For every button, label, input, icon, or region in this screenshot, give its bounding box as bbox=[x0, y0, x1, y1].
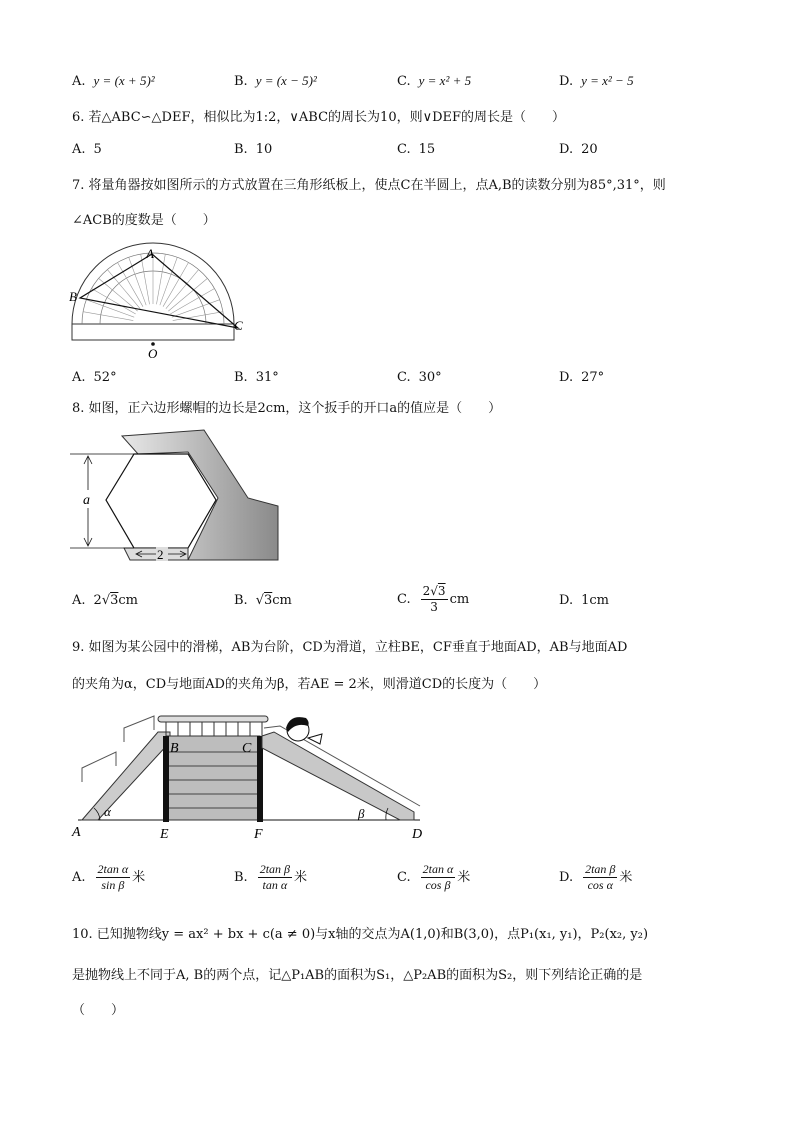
protractor-ray bbox=[170, 289, 214, 315]
q6-stem: 6. 若△ABC∽△DEF，相似比为1:2，∨ABC的周长为10，则∨DEF的周长是（ ） bbox=[72, 110, 566, 125]
q6-options bbox=[72, 139, 732, 163]
option-text: 31° bbox=[255, 370, 279, 385]
option-fraction bbox=[583, 862, 617, 893]
q10-stem-line3: （ ） bbox=[72, 1003, 125, 1018]
q5-options bbox=[72, 70, 732, 94]
q5-option-d[interactable] bbox=[559, 70, 634, 93]
protractor-ray bbox=[141, 254, 150, 304]
option-label: C. bbox=[397, 870, 411, 885]
q7-protractor-figure bbox=[66, 238, 246, 360]
option-text: 20 bbox=[581, 142, 598, 157]
label-side: 2 bbox=[157, 547, 164, 562]
fraction-num: 2tan α bbox=[97, 862, 129, 876]
option-label: A. bbox=[72, 593, 86, 608]
option-text: y = (x − 5)² bbox=[255, 73, 317, 88]
option-label: C. bbox=[397, 592, 411, 607]
label-beta: β bbox=[358, 806, 365, 821]
q9-stem-line2: 的夹角为α，CD与地面AD的夹角为β，若AE = 2米，则滑道CD的长度为（ ） bbox=[72, 677, 547, 692]
protractor-ray bbox=[118, 263, 144, 307]
fraction-num: 2tan α bbox=[422, 862, 454, 876]
option-text: 27° bbox=[581, 370, 605, 385]
fraction-den: cos β bbox=[425, 878, 451, 892]
fraction-num: 2tan β bbox=[259, 862, 290, 876]
option-label: D. bbox=[559, 74, 574, 89]
option-radicand: 3 bbox=[263, 593, 273, 608]
q7-option-a[interactable] bbox=[72, 367, 117, 389]
option-label: C. bbox=[397, 370, 411, 385]
option-label: D. bbox=[559, 593, 574, 608]
option-label: A. bbox=[72, 370, 86, 385]
fraction-num: 2tan β bbox=[585, 862, 616, 876]
option-text: 30° bbox=[418, 370, 442, 385]
label-b: B bbox=[170, 741, 179, 756]
q9-stem-line1: 9. 如图为某公园中的滑梯，AB为台阶，CD为滑道，立柱BE，CF垂直于地面AD，AB与地面AD bbox=[72, 640, 628, 655]
label-d: D bbox=[412, 827, 423, 842]
option-label: A. bbox=[72, 870, 86, 885]
option-fraction: $\frac{2√3}{3}$ bbox=[422, 584, 446, 614]
fraction-num-radicand: 3 bbox=[437, 584, 446, 598]
q10-stem-line1: 10. 已知抛物线y = ax² + bx + c(a ≠ 0)与x轴的交点为A(1,0)和B(3,0)，点P₁(x₁, y₁)，P₂(x₂, y₂) bbox=[72, 927, 649, 942]
q7-option-b[interactable] bbox=[234, 367, 279, 389]
q10-stem-line2: 是抛物线上不同于A, B的两个点，记△P₁AB的面积为S₁，△P₂AB的面积为S₂，则下列结论正确的是 bbox=[72, 968, 643, 983]
option-label: B. bbox=[234, 870, 248, 885]
label-c: C bbox=[242, 741, 252, 756]
q9-option-c[interactable] bbox=[397, 862, 470, 893]
q8-option-b[interactable]: B. √3cm bbox=[234, 593, 292, 608]
fraction-den: sin β bbox=[101, 878, 125, 892]
option-fraction bbox=[258, 862, 292, 893]
q8-option-d[interactable] bbox=[559, 590, 609, 612]
fraction-num-coef: 2 bbox=[422, 584, 431, 598]
q7-stem-line2: ∠ACB的度数是（ ） bbox=[72, 213, 216, 228]
option-fraction bbox=[96, 862, 131, 893]
fraction-den: cos α bbox=[587, 878, 613, 892]
q5-option-a[interactable] bbox=[72, 70, 155, 93]
fraction-den: tan α bbox=[262, 878, 288, 892]
q6-option-d[interactable] bbox=[559, 139, 598, 161]
q9-option-b[interactable] bbox=[234, 862, 307, 893]
label-alpha: α bbox=[104, 804, 111, 819]
option-text: 5 bbox=[93, 142, 102, 157]
q8-wrench-figure bbox=[68, 428, 283, 566]
protractor-ray bbox=[83, 312, 133, 321]
label-a: a bbox=[83, 493, 90, 508]
q8-option-a[interactable]: A. 2√3cm bbox=[72, 593, 138, 608]
label-a: A bbox=[72, 825, 81, 840]
q9-option-a[interactable] bbox=[72, 862, 145, 893]
q9-slide-figure bbox=[70, 708, 430, 844]
option-unit: cm bbox=[449, 592, 470, 607]
option-text: y = x² − 5 bbox=[581, 73, 634, 88]
option-label: B. bbox=[234, 593, 248, 608]
q8-options bbox=[72, 584, 732, 620]
option-unit: 米 bbox=[457, 870, 471, 885]
protractor-ray bbox=[163, 263, 189, 307]
q7-option-d[interactable] bbox=[559, 367, 604, 389]
label-o: O bbox=[148, 346, 158, 360]
option-text: y = x² + 5 bbox=[418, 73, 472, 88]
label-c: C bbox=[234, 318, 243, 333]
q5-option-b[interactable] bbox=[234, 70, 317, 93]
q6-option-b[interactable] bbox=[234, 139, 272, 161]
fraction-den: 3 bbox=[430, 600, 438, 614]
option-label: D. bbox=[559, 142, 574, 157]
option-label: D. bbox=[559, 870, 574, 885]
option-text: 15 bbox=[418, 142, 436, 157]
label-e: E bbox=[160, 827, 169, 842]
option-label: B. bbox=[234, 370, 248, 385]
option-unit: 米 bbox=[294, 870, 308, 885]
option-unit: 米 bbox=[132, 870, 146, 885]
option-fraction bbox=[421, 862, 456, 893]
option-label: B. bbox=[234, 74, 248, 89]
option-coef: 2 bbox=[93, 593, 102, 608]
label-b: B bbox=[69, 289, 77, 304]
label-f: F bbox=[254, 827, 263, 842]
option-text: 10 bbox=[255, 142, 273, 157]
option-label: A. bbox=[72, 74, 86, 89]
option-label: B. bbox=[234, 142, 248, 157]
option-unit: 米 bbox=[619, 870, 633, 885]
option-text: 1cm bbox=[581, 593, 609, 608]
option-text: 52° bbox=[93, 370, 117, 385]
option-unit: cm bbox=[118, 593, 138, 608]
q9-option-d[interactable] bbox=[559, 862, 632, 893]
q7-options bbox=[72, 367, 732, 391]
option-label: C. bbox=[397, 142, 411, 157]
q5-option-c[interactable] bbox=[397, 70, 471, 93]
option-label: C. bbox=[397, 74, 411, 89]
label-a: A bbox=[146, 246, 154, 261]
option-unit: cm bbox=[272, 593, 292, 608]
option-radicand: 3 bbox=[110, 593, 119, 608]
q7-stem-line1: 7. 将量角器按如图所示的方式放置在三角形纸板上，使点C在半圆上，点A,B的读数分别为85°,31°，则 bbox=[72, 178, 666, 193]
protractor-ray bbox=[173, 312, 223, 321]
option-label: D. bbox=[559, 370, 574, 385]
q7-option-c[interactable] bbox=[397, 367, 442, 389]
option-label: A. bbox=[72, 142, 86, 157]
q9-options bbox=[72, 862, 732, 902]
q6-option-a[interactable] bbox=[72, 139, 102, 161]
q6-option-c[interactable] bbox=[397, 139, 435, 161]
option-text: y = (x + 5)² bbox=[93, 73, 155, 88]
q8-stem: 8. 如图，正六边形螺帽的边长是2cm，这个扳手的开口a的值应是（ ） bbox=[72, 401, 502, 416]
q8-option-c[interactable] bbox=[397, 584, 469, 615]
